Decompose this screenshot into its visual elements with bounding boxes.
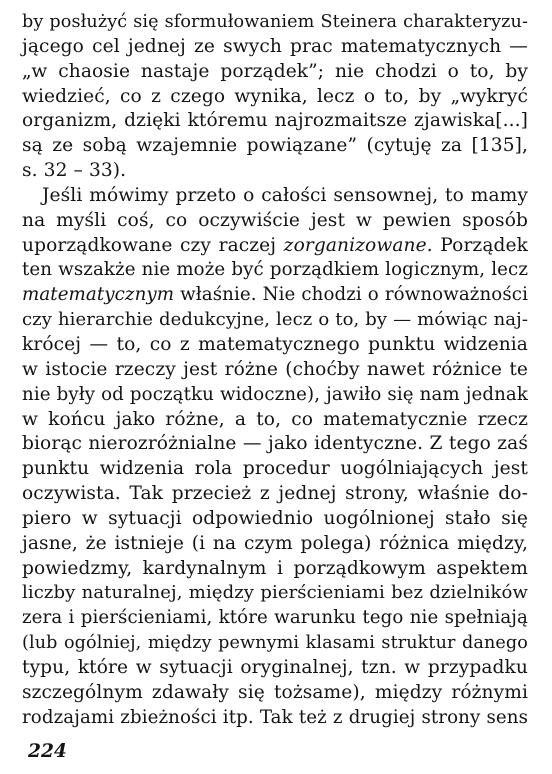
text-line	[22, 159, 528, 184]
text-line	[22, 507, 528, 532]
text-run: w końcu jako różne, a to, co matematycznie rzecz	[22, 408, 528, 430]
text-run: czy hierarchie dedukcyjne, lecz o to, by — mówiąc naj-	[22, 309, 528, 331]
emphasized-text: zorganizowane.	[283, 234, 433, 256]
paragraph	[22, 10, 528, 184]
text-line	[22, 308, 528, 333]
text-line	[22, 606, 528, 631]
text-run: Jeśli mówimy przeto o całości sensownej, to mamy	[42, 184, 528, 206]
text-line	[22, 85, 528, 110]
text-line	[22, 283, 528, 308]
text-run: punktu widzenia rola procedur uogólniających jest	[22, 458, 528, 480]
text-line	[22, 681, 528, 706]
text-run: uporządkowane czy raczej	[22, 234, 284, 256]
text-run: (lub ogólniej, między pewnymi klasami struktur danego	[22, 633, 528, 654]
text-run: krócej — to, co z matematycznego punktu widzenia	[22, 333, 528, 355]
text-run: wiedzieć, co z czego wynika, lecz o to, by „wykryć	[22, 85, 528, 107]
text-run: w istocie rzeczy jest różne (choćby nawet różnice te	[22, 358, 528, 380]
text-run: ten wszakże nie może być porządkiem logicznym, lecz	[22, 259, 528, 281]
text-line	[22, 234, 528, 259]
text-line	[22, 532, 528, 557]
text-run: jącego cel jednej ze swych prac matematycznych —	[22, 35, 528, 57]
text-line	[22, 581, 528, 606]
text-line	[22, 706, 528, 731]
body-text	[22, 10, 528, 730]
text-run: zera i pierścieniami, które warunku tego nie spełniają	[22, 607, 528, 629]
text-run: liczby naturalnej, między pierścieniami bez dzielników	[22, 582, 528, 604]
text-run: są ze sobą wzajemnie powiązane” (cytuję za [135],	[22, 135, 528, 157]
text-line	[22, 109, 528, 134]
text-line	[22, 184, 528, 209]
text-line	[22, 209, 528, 234]
emphasized-text: matematycznym	[22, 284, 175, 306]
text-run: oczywista. Tak przecież z jednej strony, właśnie do-	[22, 483, 528, 505]
text-line	[22, 656, 528, 681]
text-line	[22, 134, 528, 159]
text-line	[22, 383, 528, 408]
text-run: by posłużyć się sformułowaniem Steinera charakteryzu-	[22, 12, 528, 32]
text-run: rodzajami zbieżności itp. Tak też z drugiej strony sens	[22, 706, 528, 728]
text-run: na myśli coś, co oczywiście jest w pewien sposób	[22, 209, 528, 231]
text-run: s. 32 – 33).	[22, 160, 127, 182]
text-line	[22, 432, 528, 457]
paragraph	[22, 184, 528, 731]
text-line	[22, 631, 528, 656]
text-run: nie były od początku widoczne), jawiło się nam jednak	[22, 383, 528, 405]
text-run: szczególnym zdawały się tożsame), między różnymi	[22, 681, 528, 703]
text-run: właśnie. Nie chodzi o równoważności	[174, 284, 528, 306]
text-line	[22, 457, 528, 482]
text-line	[22, 333, 528, 358]
text-line	[22, 408, 528, 433]
text-run: biorąc nierozróżnialne — jako identyczne. Z tego zaś	[22, 433, 528, 455]
text-run: jasne, że istnieje (i na czym polega) różnica między,	[22, 532, 528, 554]
text-line	[22, 35, 528, 60]
text-line	[22, 557, 528, 582]
text-run: piero w sytuacji odpowiednio uogólnionej stało się	[22, 507, 528, 529]
text-run: powiedzmy, kardynalnym i porządkowym aspektem	[22, 557, 528, 579]
text-line	[22, 482, 528, 507]
text-run: „w chaosie nastaje porządek”; nie chodzi o to, by	[22, 60, 528, 82]
text-run: Porządek	[432, 234, 528, 256]
text-line	[22, 358, 528, 383]
text-run: organizm, dzięki któremu najrozmaitsze zjawiska[...]	[22, 110, 528, 132]
page-number: 224	[28, 741, 67, 762]
text-line	[22, 10, 528, 35]
text-line	[22, 258, 528, 283]
text-line	[22, 60, 528, 85]
text-run: typu, które w sytuacji oryginalnej, tzn. w przypadku	[22, 656, 528, 678]
